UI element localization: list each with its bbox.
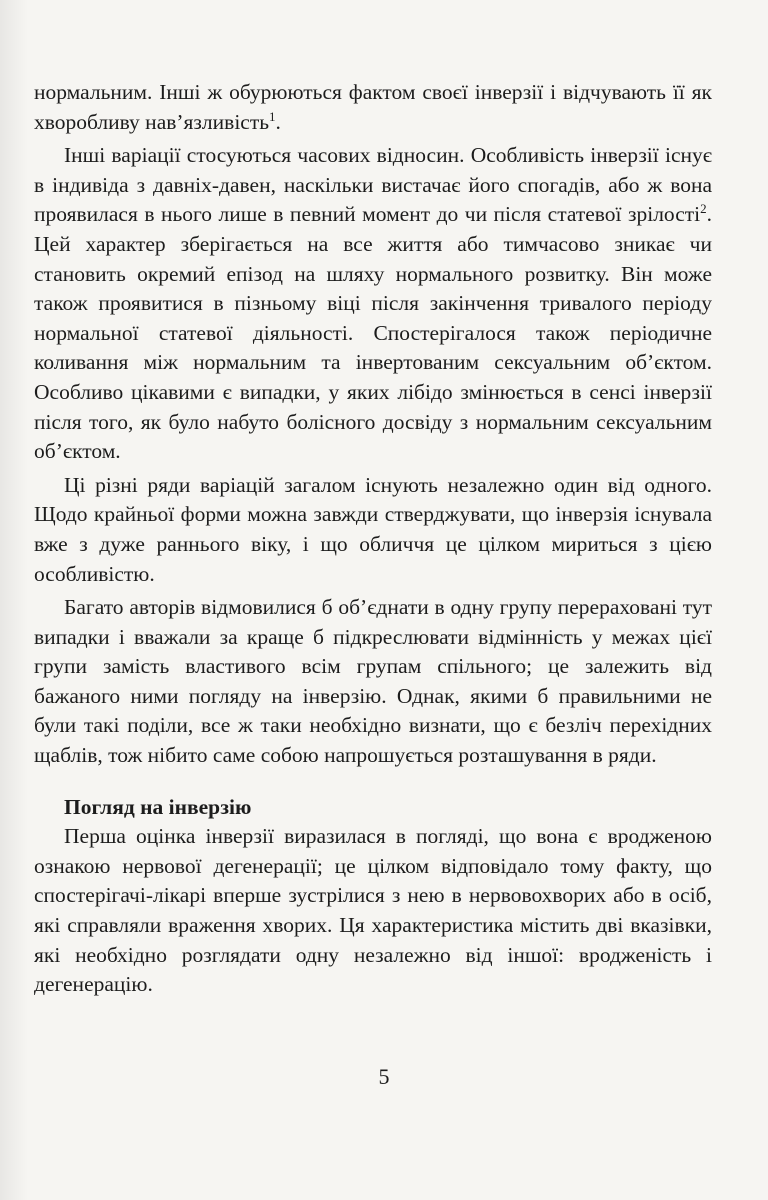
page-body — [34, 78, 712, 1004]
section-heading: Погляд на інверзію — [64, 794, 252, 819]
paragraph-2-tail: . Цей характер зберігається на все життя або тимчасово зникає чи становить окремий епізод на шляху нормального розвитку. Він може також проявитися в пізньому віці після закінчення тривалого періоду нормальної статевої діяльності. Спостерігалося також періодичне коливання між нормальним та інвертованим сексуальним об’єктом. Особливо цікавими є випадки, у яких лібідо змінюється в сенсі інверзії після того, як було набуто болісного досвіду з нормальним сексуальним об’єктом. — [34, 202, 712, 464]
footnote-ref-2[interactable]: 2 — [700, 201, 707, 217]
section-paragraph-1-text: Перша оцінка інверзії виразилася в погляді, що вона є вродженою ознакою нервової дегенерації; це цілком відповідало тому факту, що спостерігачі-лікарі вперше зустрілися з нею в нервовохворих або в осіб, які справляли враження хворих. Ця характеристика містить дві вказівки, які необхідно розглядати одну незалежно від іншої: вродженість і дегенерацію. — [34, 824, 712, 997]
paragraph-1-text: нормальним. Інші ж обурюються фактом своєї інверзії і відчувають її як хворобливу нав’язливість — [34, 80, 712, 134]
paragraph-3 — [34, 471, 712, 589]
paragraph-1-tail: . — [275, 109, 281, 134]
paragraph-4-text: Багато авторів відмовилися б об’єднати в одну групу перераховані тут випадки і вважали за краще б підкреслювати відмінність у межах цієї групи замість властивого всім групам спільного; це залежить від бажаного ними погляду на інверзію. Однак, якими б правильними не були такі поділи, все ж таки необхідно визнати, що є безліч перехідних щаблів, тож нібито саме собою напрошується розташування в ряди. — [34, 595, 712, 768]
paragraph-2 — [34, 141, 712, 467]
footnote-ref-1[interactable]: 1 — [269, 108, 276, 124]
paragraph-3-text: Ці різні ряди варіацій загалом існують незалежно один від одного. Щодо крайньої форми можна завжди стверджувати, що інверзія існувала вже з дуже раннього віку, і що обличчя це цілком мириться з цією особливістю. — [34, 472, 712, 586]
section-paragraph-1 — [34, 822, 712, 1000]
scan-shadow — [0, 0, 28, 1200]
page-number: 5 — [378, 1064, 390, 1089]
paragraph-1 — [34, 78, 712, 137]
paragraph-4 — [34, 593, 712, 771]
section-inversion-view — [34, 793, 712, 1000]
paragraph-2-text: Інші варіації стосуються часових відносин. Особливість інверзії існує в індивіда з давніх-давен, наскільки вистачає його спогадів, або ж вона проявилася в нього лише в певний момент до чи після статевої зрілості — [34, 143, 712, 227]
